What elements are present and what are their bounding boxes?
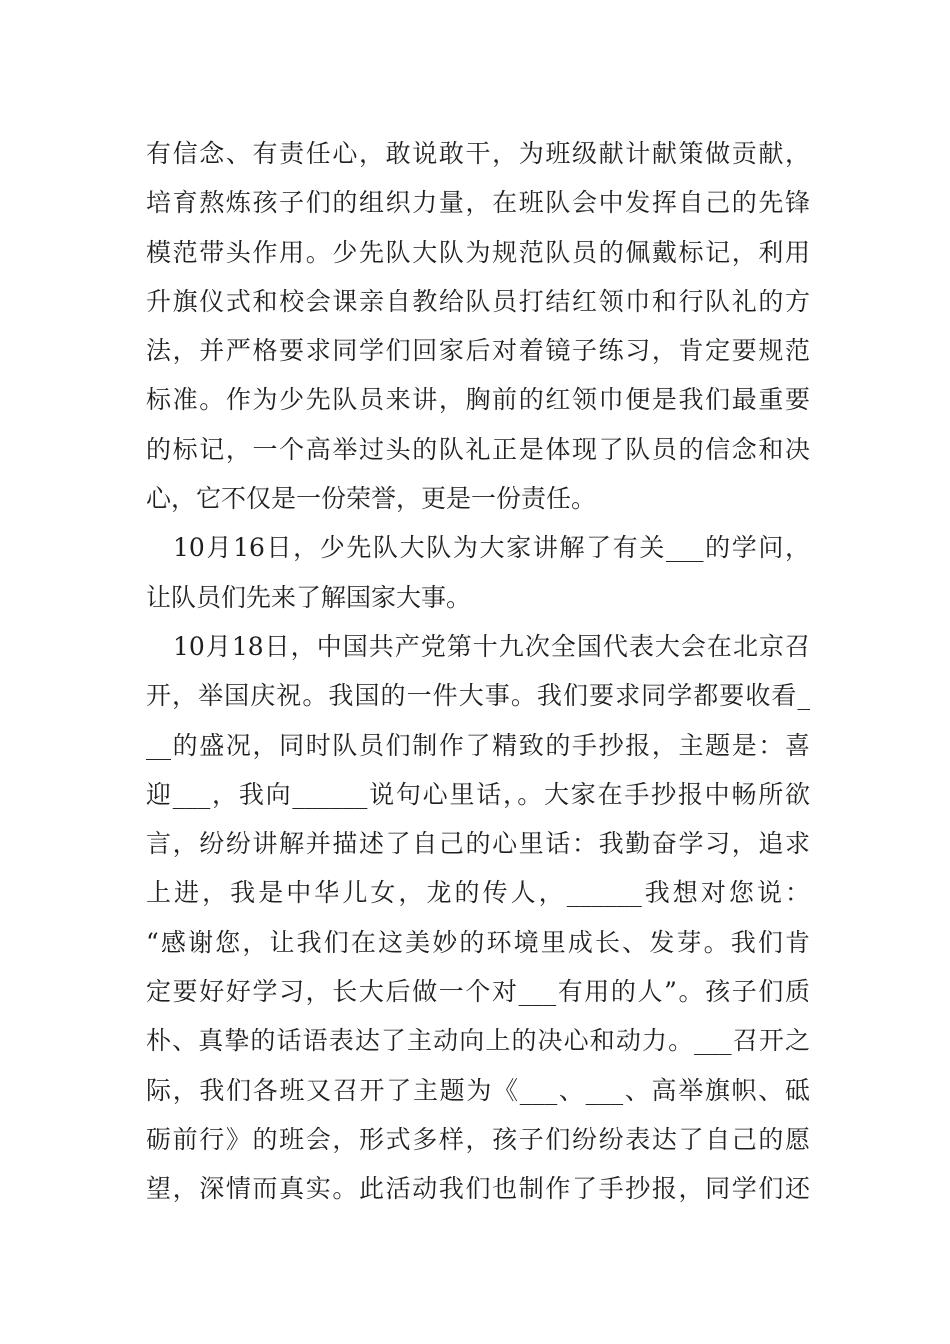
text-line: 迎___，我向______说句心里话，。大家在手抄报中畅所欲 — [146, 779, 810, 809]
text-line: 10月16日，少先队大队为大家讲解了有关___的学问， — [173, 533, 810, 563]
document-body — [146, 129, 810, 1214]
text-line: 模范带头作用。少先队大队为规范队员的佩戴标记，利用 — [146, 237, 810, 267]
text-line: __的盛况，同时队员们制作了精致的手抄报，主题是：喜 — [146, 730, 810, 760]
text-line: 朴、真挚的话语表达了主动向上的决心和动力。___召开之 — [146, 1026, 810, 1056]
paragraph-2 — [146, 523, 810, 622]
text-line: 标准。作为少先队员来讲，胸前的红领巾便是我们最重要 — [146, 385, 810, 415]
text-line: 砺前行》的班会，形式多样，孩子们纷纷表达了自己的愿 — [146, 1124, 810, 1154]
text-line: 开，举国庆祝。我国的一件大事。我们要求同学都要收看_ — [146, 681, 810, 711]
text-line: 言，纷纷讲解并描述了自己的心里话：我勤奋学习，追求 — [146, 829, 810, 859]
text-line: 法，并严格要求同学们回家后对着镜子练习，肯定要规范 — [146, 336, 810, 366]
text-line: 心，它不仅是一份荣誉，更是一份责任。 — [146, 484, 597, 514]
text-line: 培育熬炼孩子们的组织力量，在班队会中发挥自己的先锋 — [146, 188, 810, 218]
text-line: 望，深情而真实。此活动我们也制作了手抄报，同学们还 — [146, 1174, 810, 1204]
text-line: 升旗仪式和校会课亲自教给队员打结红领巾和行队礼的方 — [146, 286, 810, 316]
paragraph-1 — [146, 129, 810, 523]
paragraph-3 — [146, 622, 810, 1214]
text-line: “感谢您，让我们在这美妙的环境里成长、发芽。我们肯 — [146, 927, 810, 957]
text-line: 际，我们各班又召开了主题为《___、___、高举旗帜、砥 — [146, 1075, 810, 1105]
text-line: 10月18日，中国共产党第十九次全国代表大会在北京召 — [173, 631, 810, 661]
text-line: 让队员们先来了解国家大事。 — [146, 582, 472, 612]
text-line: 有信念、有责任心，敢说敢干，为班级献计献策做贡献， — [146, 139, 810, 168]
text-line: 上进，我是中华儿女，龙的传人，______我想对您说： — [146, 878, 810, 908]
text-line: 定要好好学习，长大后做一个对___有用的人”。孩子们质 — [146, 977, 810, 1007]
text-line: 的标记，一个高举过头的队礼正是体现了队员的信念和决 — [146, 434, 810, 464]
